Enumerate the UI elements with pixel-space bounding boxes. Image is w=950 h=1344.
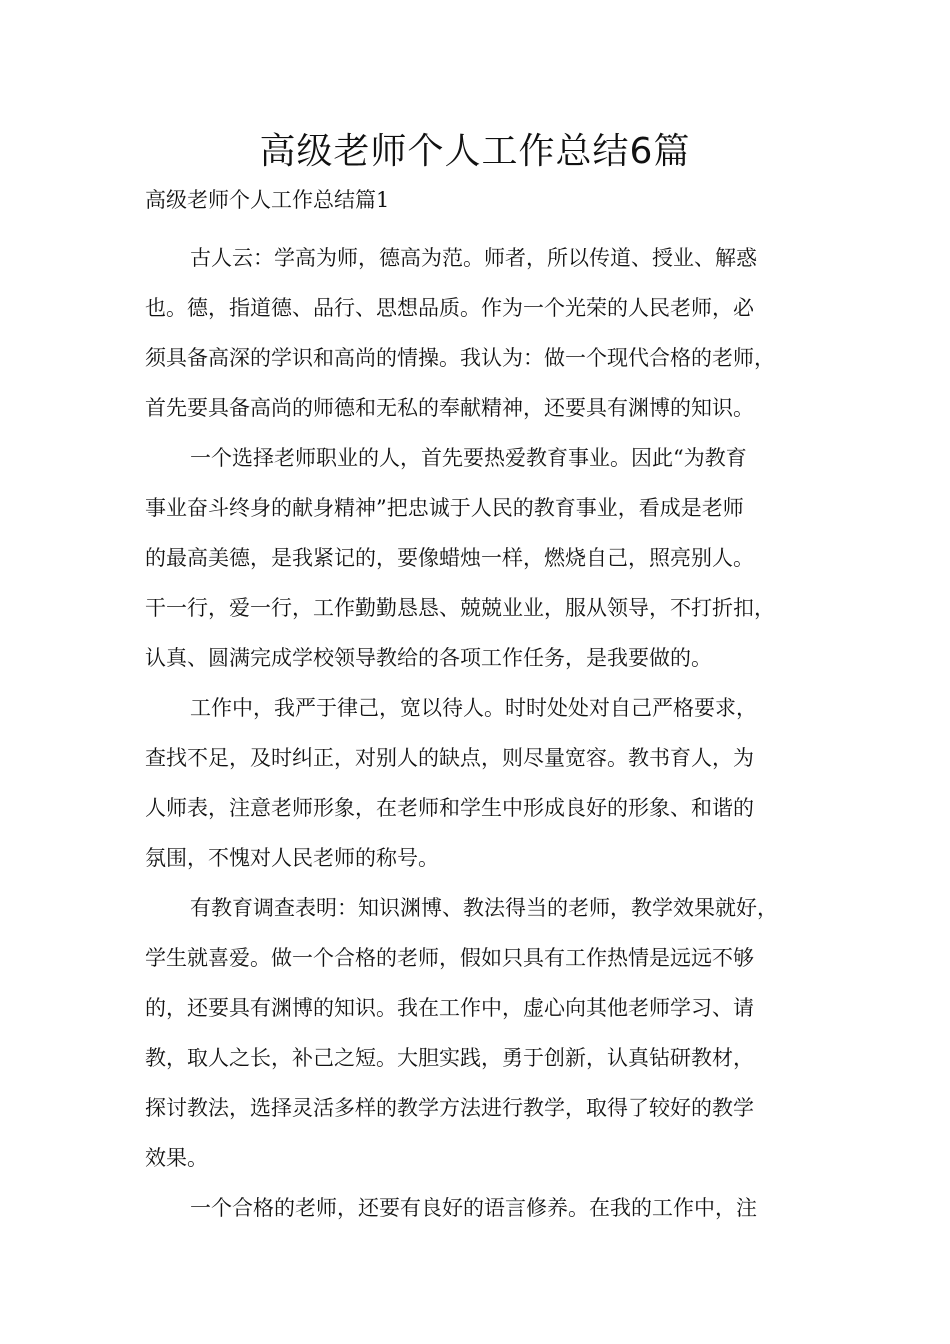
paragraph-line: 一个合格的老师，还要有良好的语言修养。在我的工作中，注	[190, 1196, 757, 1220]
paragraph-line: 事业奋斗终身的献身精神”把忠诚于人民的教育事业，看成是老师	[145, 496, 744, 520]
paragraph	[145, 233, 810, 433]
paragraph-line: 探讨教法，选择灵活多样的教学方法进行教学，取得了较好的教学	[145, 1096, 754, 1120]
paragraph-line: 须具备高深的学识和高尚的情操。我认为：做一个现代合格的老师，	[145, 346, 775, 370]
document-body	[145, 233, 810, 1233]
paragraph-line: 首先要具备高尚的师德和无私的奉献精神，还要具有渊博的知识。	[145, 396, 754, 420]
paragraph	[145, 683, 810, 883]
section-heading: 高级老师个人工作总结篇1	[145, 188, 390, 212]
paragraph-line: 有教育调查表明：知识渊博、教法得当的老师，教学效果就好，	[190, 896, 778, 920]
paragraph-line: 查找不足，及时纠正，对别人的缺点，则尽量宽容。教书育人，为	[145, 746, 754, 770]
paragraph-line: 学生就喜爱。做一个合格的老师，假如只具有工作热情是远远不够	[145, 946, 754, 970]
paragraph-line: 的，还要具有渊博的知识。我在工作中，虚心向其他老师学习、请	[145, 996, 754, 1020]
paragraph-line: 古人云：学高为师，德高为范。师者，所以传道、授业、解惑	[190, 246, 757, 270]
paragraph-line: 也。德，指道德、品行、思想品质。作为一个光荣的人民老师，必	[145, 296, 754, 320]
paragraph	[145, 1183, 810, 1233]
paragraph-line: 效果。	[145, 1146, 208, 1170]
paragraph	[145, 883, 810, 1183]
paragraph-line: 一个选择老师职业的人，首先要热爱教育事业。因此“为教育	[190, 446, 747, 470]
paragraph-line: 认真、圆满完成学校领导教给的各项工作任务，是我要做的。	[145, 646, 712, 670]
paragraph-line: 氛围，不愧对人民老师的称号。	[145, 846, 439, 870]
paragraph	[145, 433, 810, 683]
paragraph-line: 干一行，爱一行，工作勤勤恳恳、兢兢业业，服从领导，不打折扣，	[145, 596, 775, 620]
paragraph-line: 教，取人之长，补己之短。大胆实践，勇于创新，认真钻研教材，	[145, 1046, 754, 1070]
paragraph-line: 工作中，我严于律己，宽以待人。时时处处对自己严格要求，	[190, 696, 757, 720]
paragraph-line: 人师表，注意老师形象，在老师和学生中形成良好的形象、和谐的	[145, 796, 754, 820]
document-title: 高级老师个人工作总结6篇	[259, 131, 691, 172]
paragraph-line: 的最高美德，是我紧记的，要像蜡烛一样，燃烧自己，照亮别人。	[145, 546, 754, 570]
